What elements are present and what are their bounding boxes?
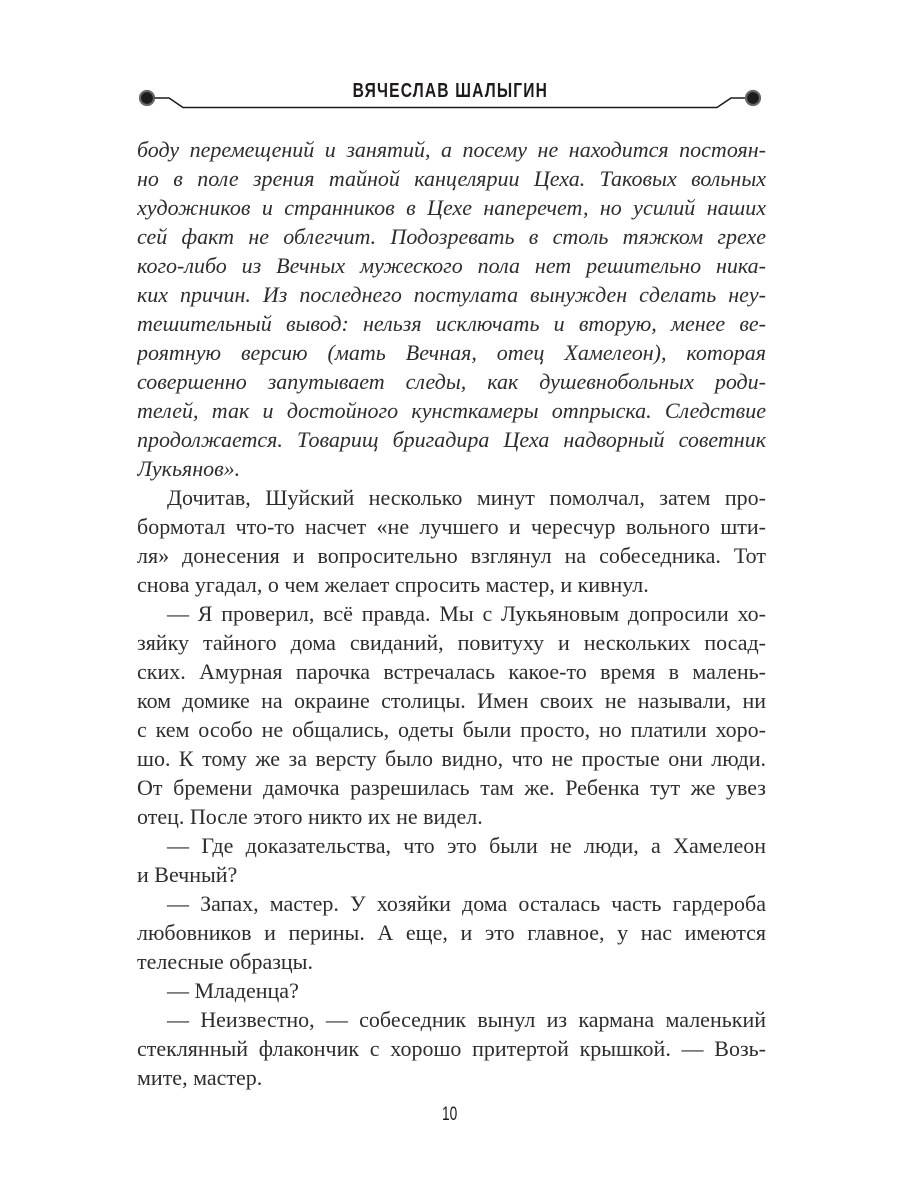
- text-line: снова угадал, о чем желает спросить мастер, и кивнул.: [137, 572, 649, 597]
- author-name: [0, 81, 900, 101]
- text-line: отец. После этого никто их не видел.: [137, 804, 483, 829]
- text-line: От бремени дамочка разрешилась там же. Ребенка тут же увез: [137, 775, 766, 800]
- text-line: — Я проверил, всё правда. Мы с Лукьяновым допросили хо-: [167, 601, 766, 626]
- text-line: ком домике на окраине столицы. Имен своих не называли, ни: [137, 688, 766, 713]
- paragraph: [137, 135, 766, 483]
- page-footer: [0, 1103, 900, 1127]
- text-line: — Неизвестно, — собеседник вынул из кармана маленький: [167, 1007, 766, 1032]
- text-line: и Вечный?: [137, 862, 238, 887]
- text-line: художников и странников в Цехе наперечет, но усилий наших: [137, 195, 766, 220]
- text-line: Лукьянов».: [137, 456, 241, 481]
- text-line: зяйку тайного дома свиданий, повитуху и нескольких посад-: [137, 630, 766, 655]
- text-line: ских. Амурная парочка встречалась какое-то время в малень-: [137, 659, 766, 684]
- text-line: стеклянный флакончик с хорошо притертой крышкой. — Возь-: [137, 1036, 766, 1061]
- author-name-text: ВЯЧЕСЛАВ ШАЛЫГИН: [352, 80, 548, 102]
- paragraph: [137, 889, 766, 976]
- text-line: совершенно запутывает следы, как душевнобольных роди-: [137, 369, 766, 394]
- paragraph: [137, 599, 766, 831]
- text-line: но в поле зрения тайной канцелярии Цеха. Таковых вольных: [137, 166, 766, 191]
- text-line: с кем особо не общались, одеты были просто, но платили хоро-: [137, 717, 766, 742]
- text-line: телесные образцы.: [137, 949, 313, 974]
- text-line: шо. К тому же за версту было видно, что не простые они люди.: [137, 746, 766, 771]
- paragraph: [137, 976, 766, 1005]
- text-line: роятную версию (мать Вечная, отец Хамелеон), которая: [137, 340, 766, 365]
- paragraph: [137, 1005, 766, 1092]
- text-line: — Младенца?: [167, 978, 299, 1003]
- text-line: — Где доказательства, что это были не люди, а Хамелеон: [167, 833, 766, 858]
- text-line: телей, так и достойного кунсткамеры отпрыска. Следствие: [137, 398, 766, 423]
- paragraph: [137, 483, 766, 599]
- text-line: мите, мастер.: [137, 1065, 263, 1090]
- text-line: продолжается. Товарищ бригадира Цеха надворный советник: [137, 427, 766, 452]
- text-line: кого-либо из Вечных мужеского пола нет решительно ника-: [137, 253, 766, 278]
- text-line: сей факт не облегчит. Подозревать в столь тяжком грехе: [137, 224, 766, 249]
- text-line: — Запах, мастер. У хозяйки дома осталась часть гардероба: [167, 891, 766, 916]
- text-line: ких причин. Из последнего постулата вынужден сделать неу-: [137, 282, 766, 307]
- text-line: любовников и перины. А еще, и это главное, у нас имеются: [137, 920, 766, 945]
- page-number: 10: [442, 1104, 458, 1125]
- page-text: [137, 135, 766, 1092]
- text-line: Дочитав, Шуйский несколько минут помолчал, затем про-: [167, 485, 766, 510]
- running-header: [0, 0, 900, 120]
- text-line: бормотал что-то насчет «не лучшего и чересчур вольного шти-: [137, 514, 766, 539]
- text-line: тешительный вывод: нельзя исключать и вторую, менее ве-: [137, 311, 766, 336]
- text-line: ля» донесения и вопросительно взглянул на собеседника. Тот: [137, 543, 766, 568]
- text-line: боду перемещений и занятий, а посему не находится постоян-: [137, 137, 766, 162]
- paragraph: [137, 831, 766, 889]
